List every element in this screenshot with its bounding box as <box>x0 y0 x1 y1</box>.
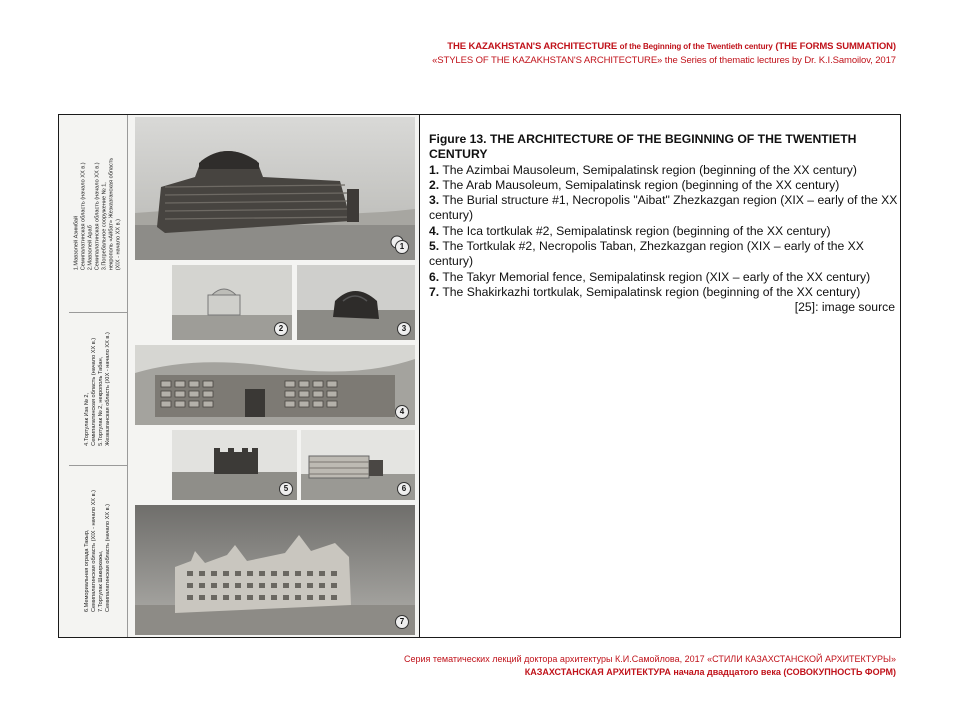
figure-item-7 <box>429 285 899 300</box>
item-number: 5. <box>429 239 440 254</box>
item-number: 4. <box>429 223 440 238</box>
header-main: THE KAZAKHSTAN'S ARCHITECTURE <box>447 41 618 52</box>
photo-number-1: 1 <box>395 240 409 254</box>
caption-text-2: 4.Тортулак Иза № 2, Семипалатинская область (начало XX в.) 5.Тортулак № 2, некрополь Табан, Жезказганская область (XIX - начало XX в.) <box>84 331 111 446</box>
photo-number-3: 3 <box>397 322 411 336</box>
photo-number-2: 2 <box>274 322 288 336</box>
caption-column <box>69 115 128 637</box>
item-number: 1. <box>429 162 440 177</box>
photo-5-tortkulak-taban <box>172 430 297 500</box>
photo-number-5: 5 <box>279 482 293 496</box>
photo-7-shakirkazhi-tortkulak <box>135 505 415 635</box>
figure-item-3 <box>429 193 899 224</box>
item-text: The Shakirkazhi tortkulak, Semipalatinsk region (beginning of the XX century) <box>439 284 861 299</box>
photo-plate <box>59 115 420 637</box>
photo-7-image <box>135 505 415 635</box>
item-text: The Azimbai Mausoleum, Semipalatinsk region (beginning of the XX century) <box>439 162 857 177</box>
photo-4-ica-tortkulak <box>135 345 415 425</box>
item-text: The Burial structure #1, Necropolis "Aibat" Zhezkazgan region (XIX – early of the XX century) <box>429 193 898 223</box>
item-number: 2. <box>429 177 440 192</box>
item-number: 7. <box>429 284 440 299</box>
photo-4-image <box>135 345 415 425</box>
caption-block-3 <box>69 465 127 637</box>
item-text: The Tortkulak #2, Necropolis Taban, Zhezkazgan region (XIX – early of the XX century) <box>429 239 864 269</box>
header-end: (THE FORMS SUMMATION) <box>775 41 896 52</box>
image-source: [25]: image source <box>794 300 895 315</box>
figure-description <box>429 132 899 328</box>
photo-number-4: 4 <box>395 405 409 419</box>
item-text: The Arab Mausoleum, Semipalatinsk region (beginning of the XX century) <box>439 177 840 192</box>
photo-3-burial-structure <box>297 265 415 340</box>
header-series: «STYLES OF THE KAZAKHSTAN'S ARCHITECTURE» the Series of thematic lectures by Dr. K.I.Samoilov, 2017 <box>432 55 896 66</box>
caption-text-3: 6.Мемориальная ограда Такыр, Семипалатинская область (XIX - начало XX в.) 7.Тортулак Шакиркажы, Семипалатинская область (начало XX в.) <box>84 490 111 612</box>
figure-title: Figure 13. THE ARCHITECTURE OF THE BEGINNING OF THE TWENTIETH CENTURY <box>429 132 857 162</box>
footer-title: КАЗАХСТАНСКАЯ АРХИТЕКТУРА начала двадцатого века (СОВОКУПНОСТЬ ФОРМ) <box>524 667 896 677</box>
header-sub: of the Beginning of the Twentieth century <box>619 42 773 51</box>
caption-block-2 <box>69 312 127 466</box>
photo-1-image <box>135 117 415 260</box>
figure-item-6 <box>429 270 899 285</box>
photo-number-6: 6 <box>397 482 411 496</box>
figure-item-2 <box>429 178 899 193</box>
photo-6-takyr-memorial-fence <box>301 430 415 500</box>
caption-text-1: 1.Мавзолей Азимбай Семипалатинская область (начало XX в.) 2.Мавзолей Араб Семипалатинская область (начало XX в.) 3.Погребальное сооружение № 1, некрополь «Айбат» Жезказганская область (XIX - начало XX в.) <box>73 157 122 270</box>
slide-frame <box>58 114 901 638</box>
photo-number-7: 7 <box>395 615 409 629</box>
item-text: The Ica tortkulak #2, Semipalatinsk region (beginning of the XX century) <box>439 223 831 238</box>
figure-item-4 <box>429 224 899 239</box>
footer-series: Серия тематических лекций доктора архитектуры К.И.Самойлова, 2017 «СТИЛИ КАЗАХСТАНСКОЙ АРХИТЕКТУРЫ» <box>403 654 896 664</box>
header-title <box>447 41 896 52</box>
item-text: The Takyr Memorial fence, Semipalatinsk region (XIX – early of the XX century) <box>439 269 871 284</box>
item-number: 3. <box>429 193 440 208</box>
figure-item-5 <box>429 239 899 270</box>
item-number: 6. <box>429 269 440 284</box>
photo-1-azimbai-mausoleum <box>135 117 415 260</box>
figure-item-1 <box>429 163 899 178</box>
photo-2-arab-mausoleum <box>172 265 292 340</box>
caption-block-1 <box>69 115 127 313</box>
